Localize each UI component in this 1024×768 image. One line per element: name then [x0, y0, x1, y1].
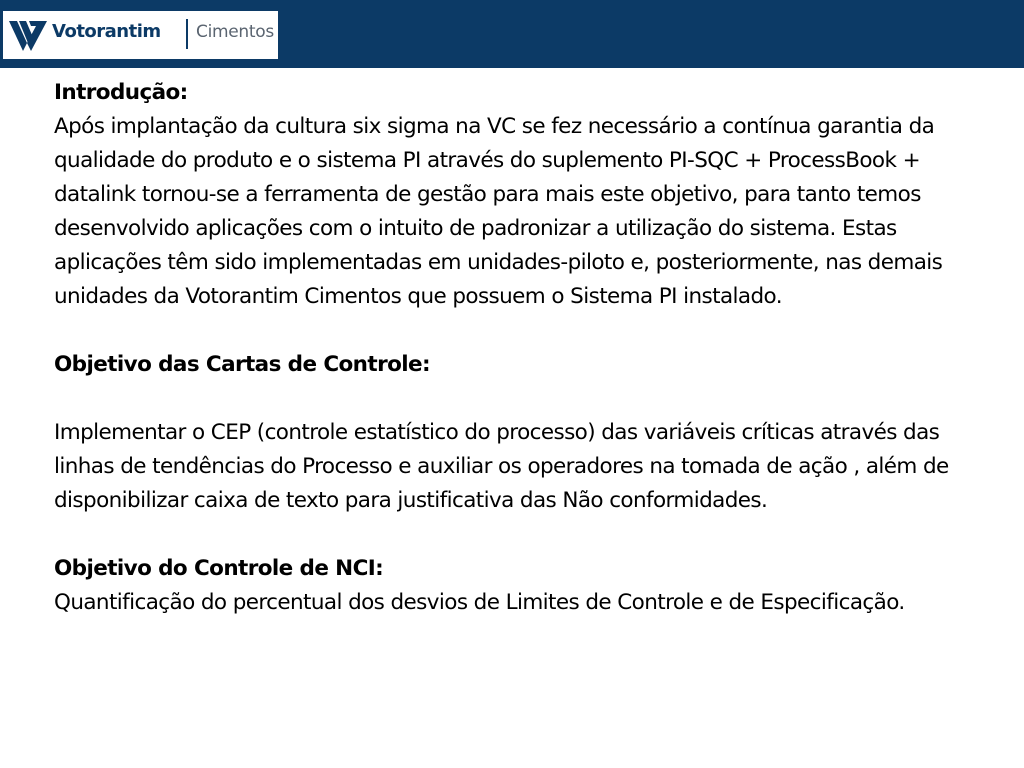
nci-heading: Objetivo do Controle de NCI:	[54, 556, 384, 581]
control-charts-paragraph: Implementar o CEP (controle estatístico do processo) das variáveis críticas através das linhas de tendências do Processo e auxiliar os operadores na tomada de ação , além de disponibilizar caixa de texto para justificativa das Não conformidades.	[54, 420, 949, 513]
control-charts-heading: Objetivo das Cartas de Controle:	[54, 352, 430, 377]
document-body	[54, 76, 1004, 620]
brand-subtitle: Cimentos	[196, 22, 274, 42]
header-bar	[0, 0, 1024, 68]
nci-paragraph: Quantificação do percentual dos desvios de Limites de Controle e de Especificação.	[54, 590, 905, 615]
company-logo	[3, 11, 278, 59]
votorantim-v-icon	[7, 17, 49, 53]
intro-paragraph: Após implantação da cultura six sigma na VC se fez necessário a contínua garantia da qualidade do produto e o sistema PI através do suplemento PI-SQC + ProcessBook + datalink tornou-se a ferramenta de gestão para mais este objetivo, para tanto temos desenvolvido aplicações com o intuito de padronizar a utilização do sistema. Estas aplicações têm sido implementadas em unidades-piloto e, posteriormente, nas demais unidades da Votorantim Cimentos que possuem o Sistema PI instalado.	[54, 114, 943, 309]
spacer	[54, 518, 1004, 552]
brand-name: Votorantim	[52, 21, 161, 42]
spacer	[54, 314, 1004, 348]
spacer	[54, 382, 1004, 416]
logo-divider	[186, 19, 188, 49]
intro-heading: Introdução:	[54, 80, 188, 105]
